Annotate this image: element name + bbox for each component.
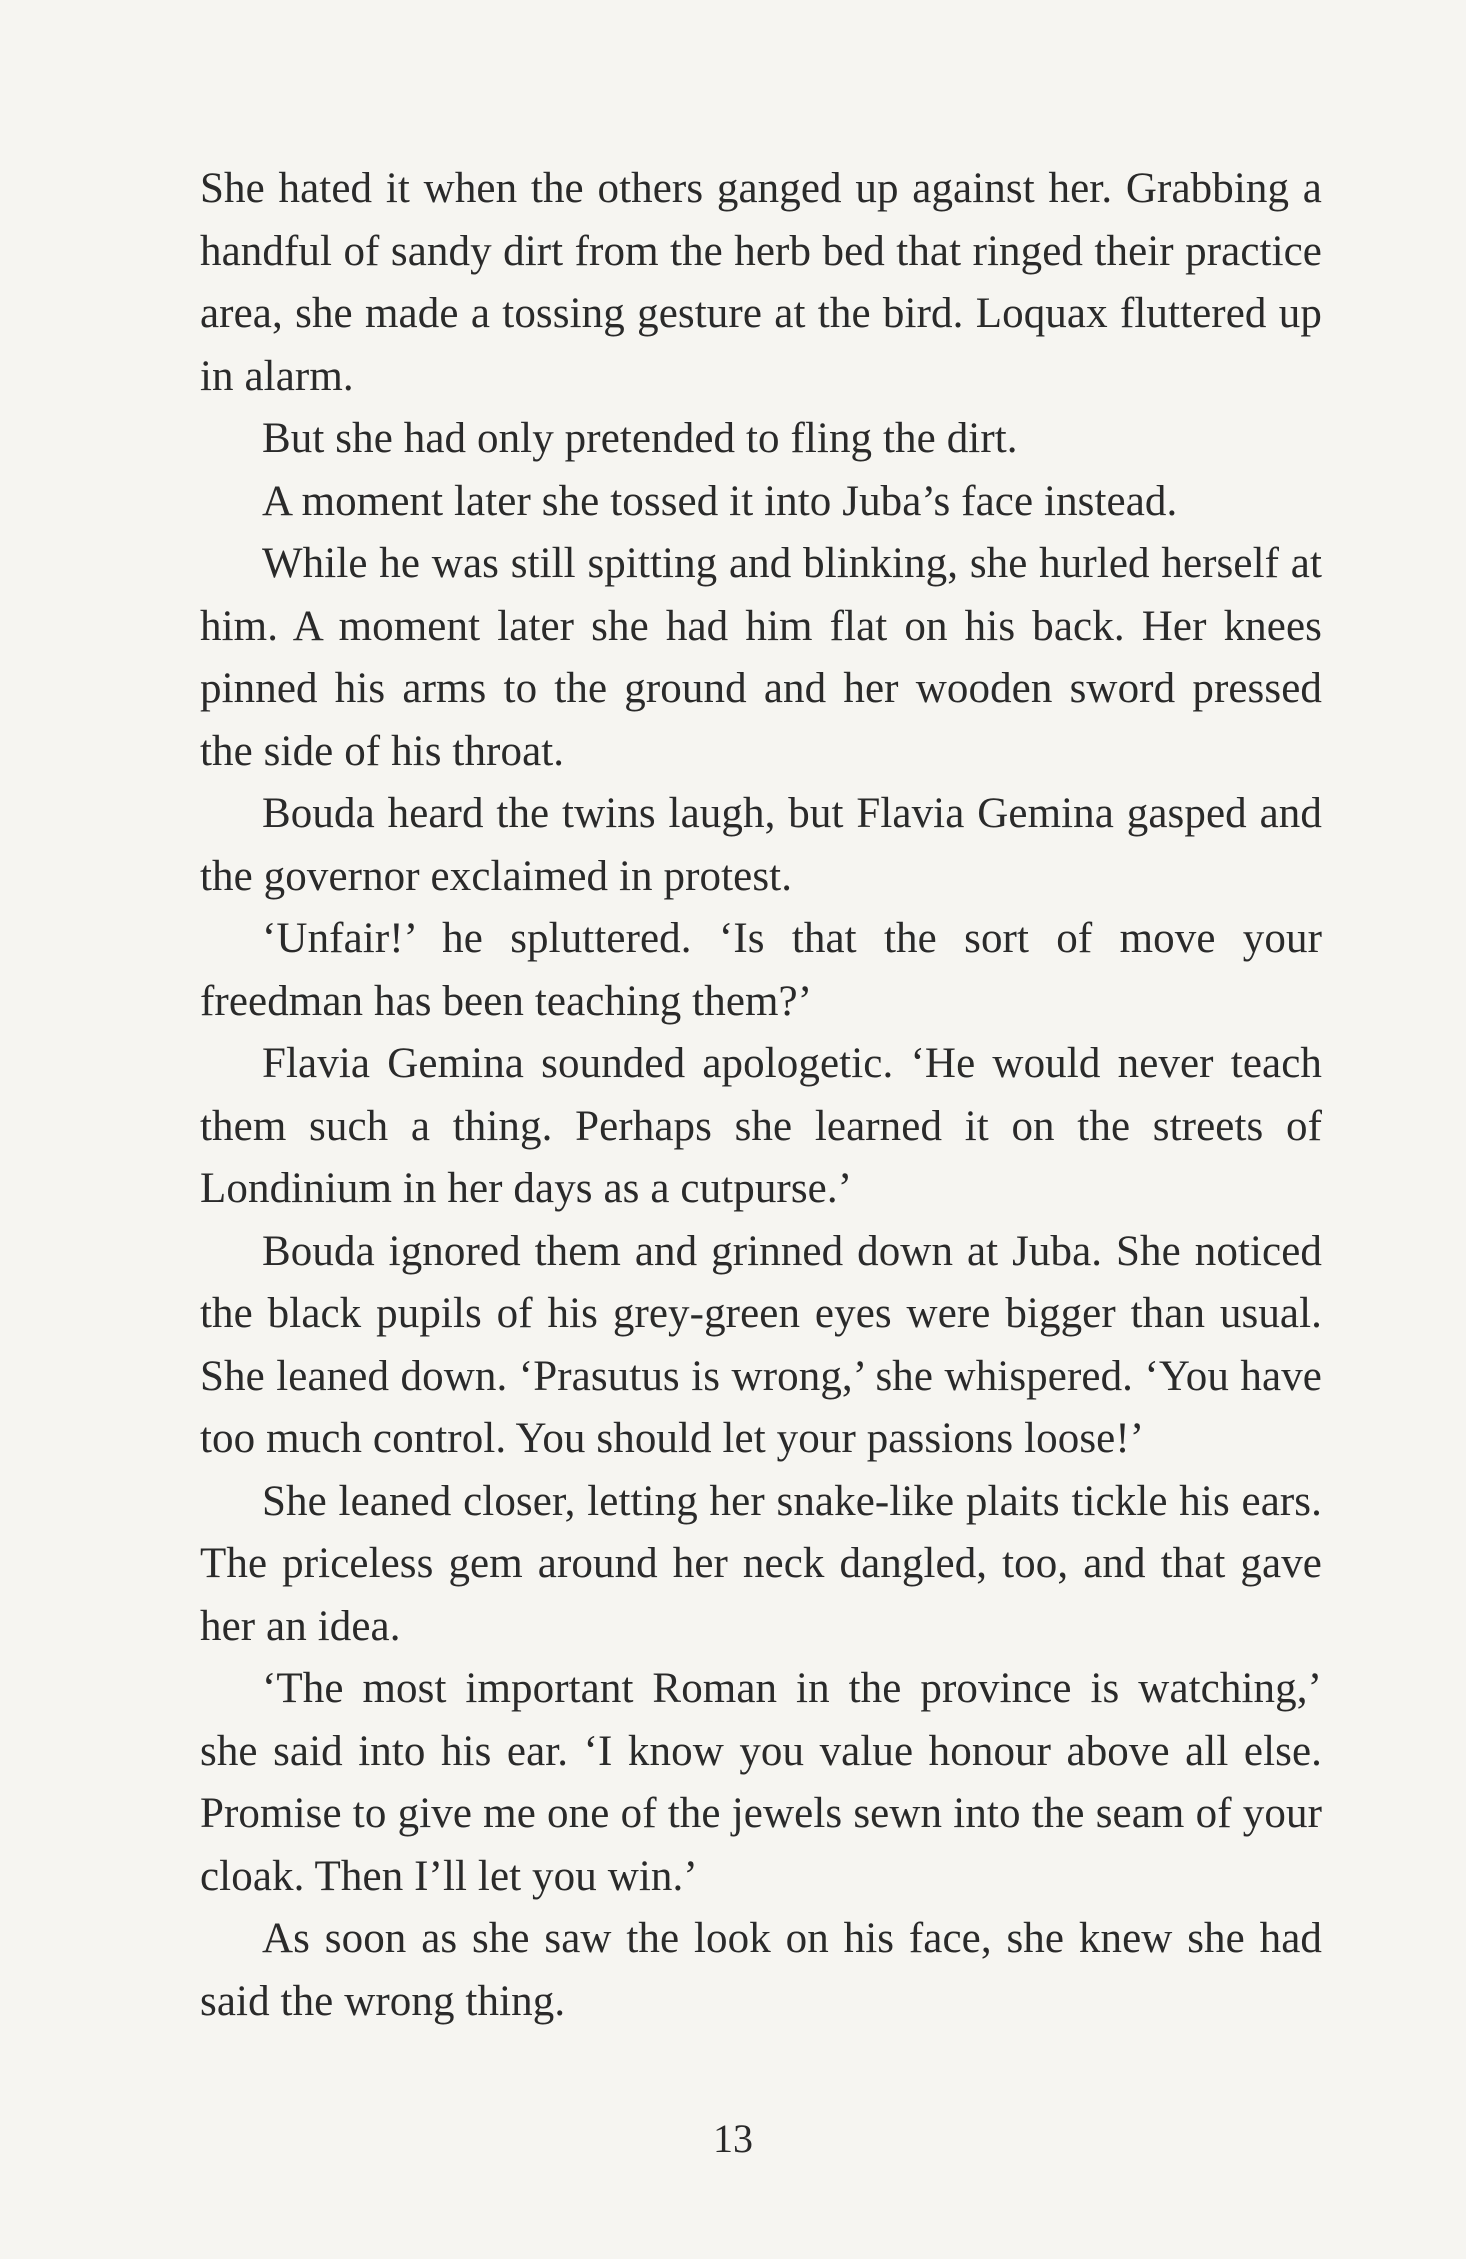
paragraph: A moment later she tossed it into Juba’s face instead. [262,477,1178,525]
paragraph: While he was still spitting and blinking, she hurled herself at him. A moment later she had him flat on his back. Her knees pinned his arms to the ground and her wooden sword pressed the side of his throat. [200,540,1322,775]
paragraph: Bouda heard the twins laugh, but Flavia Gemina gasped and the governor exclaimed in protest. [200,790,1322,900]
paragraph: ‘Unfair!’ he spluttered. ‘Is that the sort of move your freedman has been teaching them?’ [200,915,1322,1025]
paragraph: ‘The most important Roman in the province is watching,’ she said into his ear. ‘I know you value honour above all else. Promise to give me one of the jewels sewn into the seam of your cloak. Then I’ll let you win.’ [200,1665,1322,1900]
paragraph: Flavia Gemina sounded apologetic. ‘He would never teach them such a thing. Perhaps she learned it on the streets of Londinium in her days as a cutpurse.’ [200,1040,1322,1212]
page-number: 13 [713,2116,753,2161]
paragraph: As soon as she saw the look on his face, she knew she had said the wrong thing. [200,1915,1322,2025]
paragraph: Bouda ignored them and grinned down at Juba. She noticed the black pupils of his grey-green eyes were bigger than usual. She leaned down. ‘Prasutus is wrong,’ she whispered. ‘You have too much control. You should let your passions loose!’ [200,1227,1322,1462]
body-text [200,158,1322,2033]
paragraph: But she had only pretended to fling the dirt. [262,415,1018,462]
paragraph: She leaned closer, letting her snake-like plaits tickle his ears. The priceless gem around her neck dangled, too, and that gave her an idea. [200,1477,1322,1650]
paragraph: She hated it when the others ganged up against her. Grabbing a handful of sandy dirt from the herb bed that ringed their practice area, she made a tossing gesture at the bird. Loquax fluttered up in alarm. [200,165,1322,400]
